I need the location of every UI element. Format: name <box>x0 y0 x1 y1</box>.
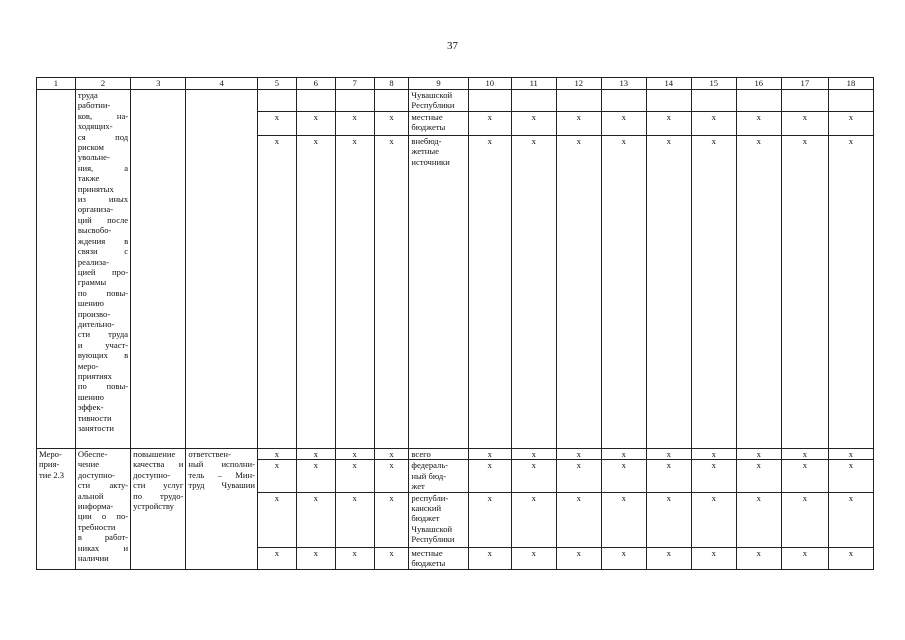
x-mark-cell: х <box>828 112 873 136</box>
event-description-line: цией про- <box>77 266 129 277</box>
column-number: 14 <box>646 78 691 90</box>
x-mark-cell: х <box>511 136 556 449</box>
column-number: 9 <box>409 78 468 90</box>
x-mark-cell: х <box>646 112 691 136</box>
funding-source-line: ный бюд- <box>411 470 447 481</box>
x-mark-cell: х <box>781 492 828 547</box>
expected-result-line: сти услуг <box>133 480 184 491</box>
column-number: 13 <box>601 78 646 90</box>
event-description-line: ния, а <box>77 162 129 173</box>
x-mark-cell: х <box>335 449 374 460</box>
funding-source-line: местные <box>411 112 443 122</box>
x-mark-cell: х <box>468 492 511 547</box>
column-number: 16 <box>736 78 781 90</box>
x-mark-cell: х <box>736 136 781 449</box>
event-description-line: шению <box>77 298 104 309</box>
funding-source-line: Республики <box>411 534 455 545</box>
event-number-line: Меро- <box>39 449 62 459</box>
funding-source-line: бюджеты <box>411 122 446 133</box>
x-mark-cell <box>296 90 335 112</box>
x-mark-cell: х <box>646 492 691 547</box>
x-mark-cell <box>828 90 873 112</box>
event-description-line: организа- <box>77 204 114 215</box>
event-number-line: тие 2.3 <box>39 469 65 480</box>
empty-cell <box>186 90 258 449</box>
table-row <box>37 449 874 460</box>
x-mark-cell: х <box>646 449 691 460</box>
x-mark-cell: х <box>736 492 781 547</box>
event-description-line: эффек- <box>77 402 104 413</box>
x-mark-cell: х <box>556 547 601 569</box>
x-mark-cell: х <box>468 449 511 460</box>
event-description-line: также <box>77 173 100 184</box>
x-mark-cell <box>468 90 511 112</box>
column-number: 3 <box>131 78 186 90</box>
x-mark-cell: х <box>511 547 556 569</box>
x-mark-cell: х <box>511 460 556 492</box>
expected-result <box>131 449 186 570</box>
column-number: 10 <box>468 78 511 90</box>
x-mark-cell: х <box>335 492 374 547</box>
funding-source-line: жет <box>411 481 425 492</box>
funding-source-line: Чувашской <box>411 523 453 534</box>
x-mark-cell: х <box>258 547 297 569</box>
x-mark-cell: х <box>646 547 691 569</box>
event-description-line: связи с <box>77 246 129 257</box>
event-description-line: чение <box>77 459 100 470</box>
expected-result-line: по трудо- <box>133 490 184 501</box>
event-description-line: никах и <box>77 542 129 553</box>
x-mark-cell <box>781 90 828 112</box>
event-description-line: высвобо- <box>77 225 112 236</box>
x-mark-cell: х <box>601 492 646 547</box>
column-number: 2 <box>75 78 130 90</box>
funding-source-line: всего <box>411 449 431 459</box>
event-description-line: риском <box>77 142 104 153</box>
x-mark-cell: х <box>646 460 691 492</box>
x-mark-cell: х <box>374 547 409 569</box>
responsible-executor-line: труд Чувашии <box>188 480 255 491</box>
x-mark-cell: х <box>646 136 691 449</box>
event-description-line: ции о по- <box>77 511 129 522</box>
event-description-line: тивности <box>77 412 112 423</box>
column-number: 8 <box>374 78 409 90</box>
funding-source <box>409 90 468 112</box>
x-mark-cell: х <box>468 112 511 136</box>
x-mark-cell: х <box>736 449 781 460</box>
x-mark-cell: х <box>556 492 601 547</box>
header-row <box>37 78 874 90</box>
column-number: 5 <box>258 78 297 90</box>
x-mark-cell: х <box>556 449 601 460</box>
x-mark-cell: х <box>296 492 335 547</box>
event-description-line: и участ- <box>77 339 129 350</box>
x-mark-cell: х <box>691 449 736 460</box>
event-description-line: Обеспе- <box>77 449 108 459</box>
x-mark-cell <box>736 90 781 112</box>
x-mark-cell <box>691 90 736 112</box>
x-mark-cell: х <box>736 460 781 492</box>
x-mark-cell: х <box>781 136 828 449</box>
column-number: 12 <box>556 78 601 90</box>
funding-source-line: Республики <box>411 100 455 111</box>
funding-source-line: Чувашской <box>411 90 453 100</box>
event-description-line: ходящих- <box>77 121 113 132</box>
x-mark-cell: х <box>296 449 335 460</box>
column-number: 11 <box>511 78 556 90</box>
x-mark-cell: х <box>556 112 601 136</box>
x-mark-cell: х <box>781 112 828 136</box>
x-mark-cell: х <box>828 460 873 492</box>
x-mark-cell <box>335 90 374 112</box>
expected-result-line: доступно- <box>133 469 171 480</box>
x-mark-cell: х <box>691 136 736 449</box>
event-description <box>75 90 130 449</box>
x-mark-cell: х <box>828 136 873 449</box>
x-mark-cell: х <box>601 547 646 569</box>
x-mark-cell: х <box>374 492 409 547</box>
x-mark-cell: х <box>374 136 409 449</box>
x-mark-cell: х <box>468 460 511 492</box>
event-description-line: шению <box>77 391 104 402</box>
funding-source-line: источники <box>411 156 450 167</box>
x-mark-cell: х <box>468 136 511 449</box>
event-description-line: наличии <box>77 553 109 564</box>
x-mark-cell: х <box>691 460 736 492</box>
x-mark-cell: х <box>511 112 556 136</box>
x-mark-cell: х <box>335 136 374 449</box>
x-mark-cell: х <box>374 449 409 460</box>
x-mark-cell: х <box>296 112 335 136</box>
funding-source-line: внебюд- <box>411 136 442 146</box>
funding-source-line: жетные <box>411 146 439 157</box>
x-mark-cell: х <box>258 136 297 449</box>
column-number: 6 <box>296 78 335 90</box>
event-description-line: ций после <box>77 214 129 225</box>
event-description-line: ков, на- <box>77 110 129 121</box>
x-mark-cell: х <box>828 492 873 547</box>
event-description-line: в работ- <box>77 532 129 543</box>
event-description-line: меро- <box>77 360 99 371</box>
column-number: 1 <box>37 78 76 90</box>
event-description-line: вующих в <box>77 350 129 361</box>
column-number: 18 <box>828 78 873 90</box>
budget-table <box>36 77 874 570</box>
x-mark-cell: х <box>601 460 646 492</box>
event-description-line: по повы- <box>77 381 129 392</box>
event-description-line: граммы <box>77 277 107 288</box>
event-description-line: альной <box>77 490 104 501</box>
event-description-line: сти акту- <box>77 480 129 491</box>
event-description-line: принятых <box>77 183 114 194</box>
funding-source-line: местные <box>411 547 443 558</box>
event-number-line: прия- <box>39 459 60 470</box>
event-description-line: по повы- <box>77 287 129 298</box>
event-description <box>75 449 130 570</box>
responsible-executor-line: ный исполни- <box>188 459 255 470</box>
x-mark-cell: х <box>335 460 374 492</box>
x-mark-cell: х <box>468 547 511 569</box>
x-mark-cell: х <box>781 547 828 569</box>
x-mark-cell: х <box>736 547 781 569</box>
x-mark-cell: х <box>556 136 601 449</box>
x-mark-cell <box>646 90 691 112</box>
x-mark-cell: х <box>258 492 297 547</box>
column-number: 4 <box>186 78 258 90</box>
x-mark-cell: х <box>258 449 297 460</box>
funding-source-line: бюджеты <box>411 558 446 569</box>
responsible-executor-line: ответствен- <box>188 449 231 459</box>
x-mark-cell: х <box>601 136 646 449</box>
x-mark-cell <box>556 90 601 112</box>
event-description-line: ся под <box>77 131 129 142</box>
x-mark-cell: х <box>511 492 556 547</box>
x-mark-cell: х <box>335 112 374 136</box>
event-description-line: занятости <box>77 423 114 433</box>
event-description-line: требности <box>77 521 116 532</box>
page-number: 37 <box>447 40 458 52</box>
x-mark-cell: х <box>736 112 781 136</box>
x-mark-cell: х <box>781 449 828 460</box>
x-mark-cell: х <box>691 112 736 136</box>
event-description-line: информа- <box>77 501 114 512</box>
event-description-line: приятиях <box>77 370 112 381</box>
x-mark-cell <box>601 90 646 112</box>
expected-result-line: повышение <box>133 449 176 459</box>
column-number: 15 <box>691 78 736 90</box>
funding-source-line: канский <box>411 503 442 514</box>
event-description-line: работни- <box>77 100 111 111</box>
event-description-line: произво- <box>77 308 111 319</box>
funding-source <box>409 547 468 569</box>
expected-result-line: устройству <box>133 501 174 512</box>
responsible-executor <box>186 449 258 570</box>
event-description-line: реализа- <box>77 256 109 267</box>
responsible-executor-line: тель – Мин- <box>188 469 255 480</box>
column-number: 7 <box>335 78 374 90</box>
event-description-line: ждения в <box>77 235 129 246</box>
x-mark-cell: х <box>296 460 335 492</box>
x-mark-cell: х <box>601 449 646 460</box>
empty-cell <box>131 90 186 449</box>
column-number: 17 <box>781 78 828 90</box>
funding-source-line: республи- <box>411 492 449 503</box>
x-mark-cell: х <box>258 460 297 492</box>
funding-source-line: федераль- <box>411 460 449 471</box>
x-mark-cell <box>374 90 409 112</box>
x-mark-cell: х <box>296 547 335 569</box>
funding-source <box>409 136 468 449</box>
x-mark-cell: х <box>374 112 409 136</box>
x-mark-cell: х <box>511 449 556 460</box>
event-description-line: увольне- <box>77 152 110 163</box>
x-mark-cell: х <box>691 492 736 547</box>
event-number <box>37 449 76 570</box>
empty-cell <box>37 90 76 449</box>
x-mark-cell <box>258 90 297 112</box>
x-mark-cell: х <box>374 460 409 492</box>
x-mark-cell: х <box>828 547 873 569</box>
event-description-line: дительно- <box>77 318 115 329</box>
x-mark-cell: х <box>828 449 873 460</box>
funding-source <box>409 460 468 492</box>
funding-source <box>409 449 468 460</box>
x-mark-cell: х <box>296 136 335 449</box>
x-mark-cell: х <box>556 460 601 492</box>
x-mark-cell: х <box>601 112 646 136</box>
x-mark-cell: х <box>781 460 828 492</box>
expected-result-line: качества и <box>133 459 184 470</box>
x-mark-cell: х <box>691 547 736 569</box>
event-description-line: из иных <box>77 194 129 205</box>
event-description-line: сти труда <box>77 329 129 340</box>
funding-source <box>409 112 468 136</box>
event-description-line: труда <box>77 90 98 100</box>
event-description-line: доступно- <box>77 469 115 480</box>
funding-source-line: бюджет <box>411 513 440 524</box>
x-mark-cell: х <box>258 112 297 136</box>
x-mark-cell: х <box>335 547 374 569</box>
table-row <box>37 90 874 112</box>
x-mark-cell <box>511 90 556 112</box>
funding-source <box>409 492 468 547</box>
